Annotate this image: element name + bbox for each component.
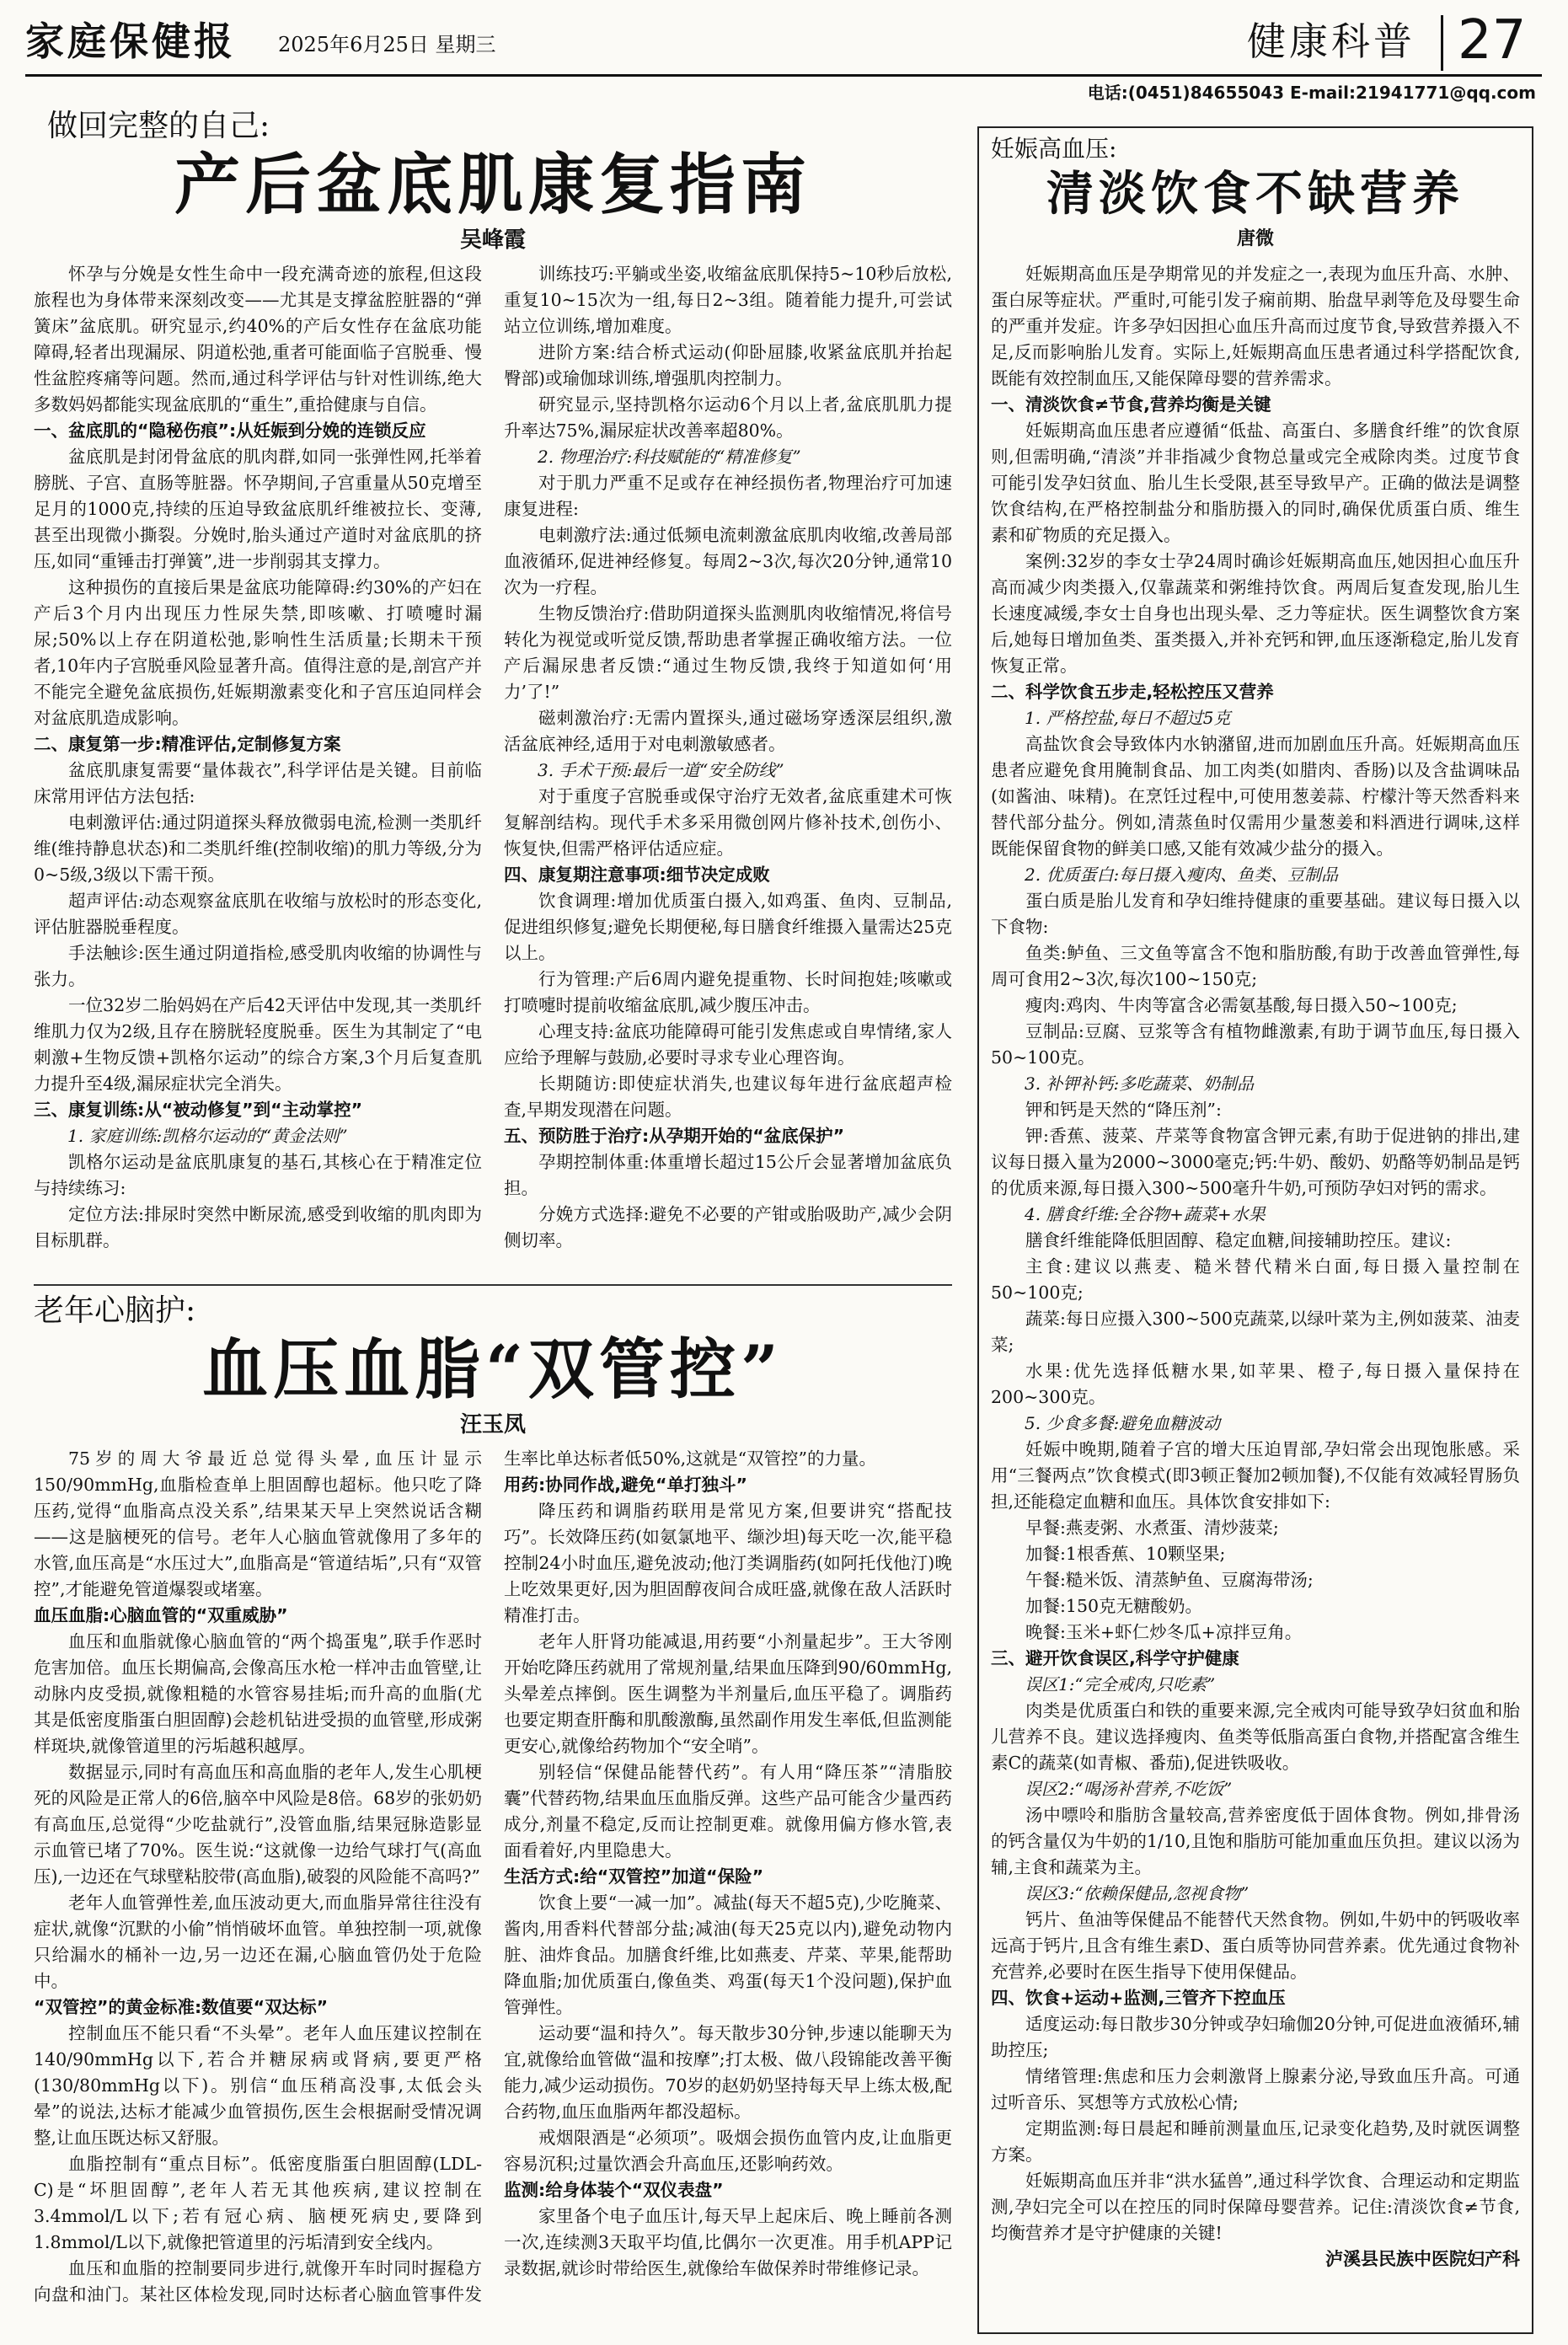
- article-author: 汪玉凤: [459, 1412, 526, 1438]
- section-heading: 四、康复期注意事项:细节决定成败: [504, 865, 770, 885]
- paragraph: 妊娠期高血压并非“洪水猛兽”,通过科学饮食、合理运动和定期监测,孕妇完全可以在控压的同时保障母婴营养。记住:清淡饮食≠节食,均衡营养才是守护健康的关键!: [991, 2171, 1520, 2243]
- paragraph: 蛋白质是胎儿发育和孕妇维持健康的重要基础。建议每日摄入以下食物:: [991, 891, 1520, 937]
- page-number: 27: [1458, 9, 1527, 72]
- article-pelvic-floor: [34, 108, 952, 1281]
- paragraph: 案例:32岁的李女士孕24周时确诊妊娠期高血压,她因担心血压升高而减少肉类摄入,仅靠蔬菜和粥维持饮食。两周后复查发现,胎儿生长速度减缓,李女士自身也出现头晕、乏力等症状。医生调整饮食方案后,她每日增加鱼类、蛋类摄入,并补充钙和钾,血压逐渐稳定,胎儿发育恢复正常。: [991, 551, 1520, 676]
- subsection-heading: 2. 优质蛋白:每日摄入瘦肉、鱼类、豆制品: [1025, 865, 1339, 885]
- paragraph: 瘦肉:鸡肉、牛肉等富含必需氨基酸,每日摄入50~100克;: [1025, 995, 1458, 1015]
- section-heading: 一、盆底肌的“隐秘伤痕”:从妊娠到分娩的连锁反应: [34, 420, 426, 441]
- paragraph: 分娩方式选择:避免不必要的产钳或胎吸助产,减少会阴侧切率。: [504, 1204, 952, 1250]
- paragraph: 蔬菜:每日应摄入300~500克蔬菜,以绿叶菜为主,例如菠菜、油麦菜;: [991, 1309, 1520, 1355]
- paragraph: 定位方法:排尿时突然中断尿流,感受到收缩的肌肉即为目标肌群。: [34, 1204, 482, 1250]
- paragraph: 定期监测:每日晨起和睡前测量血压,记录变化趋势,及时就医调整方案。: [991, 2118, 1520, 2165]
- paragraph: 研究显示,坚持凯格尔运动6个月以上者,盆底肌肌力提升率达75%,漏尿症状改善率超80%。: [504, 394, 952, 441]
- subsection-heading: 5. 少食多餐:避免血糖波动: [1025, 1413, 1221, 1433]
- subsection-heading: 2. 物理治疗:科技赋能的“精准修复”: [538, 447, 801, 467]
- paragraph: 汤中嘌呤和脂肪含量较高,营养密度低于固体食物。例如,排骨汤的钙含量仅为牛奶的1/10,且饱和脂肪可能加重血压负担。建议以汤为辅,主食和蔬菜为主。: [991, 1805, 1520, 1877]
- paragraph: 老年人肝肾功能减退,用药要“小剂量起步”。王大爷刚开始吃降压药就用了常规剂量,结果血压降到90/60mmHg,头晕差点摔倒。医生调整为半剂量后,血压平稳了。调脂药也要定期查肝酶和肌酸激酶,虽然副作用发生率低,但监测能更安心,就像给药物加个“安全哨”。: [504, 1631, 952, 1756]
- article-body: [34, 261, 952, 1264]
- article-body: [991, 261, 1520, 2273]
- paragraph: 家里备个电子血压计,每天早上起床后、晚上睡前各测一次,连续测3天取平均值,比偶尔一次更准。用手机APP记录数据,就诊时带给医生,就像给车做保养时带维修记录。: [504, 2206, 952, 2278]
- paragraph: 血压和血脂的控制要同步进行,就像开车时同时握稳方向盘和油门。某社区体检发现,同时达标者心脑血管事件发生率比单达标者低50%,这就是“双管控”的力量。: [34, 1448, 877, 2305]
- section-heading: “双管控”的黄金标准:数值要“双达标”: [34, 1997, 329, 2017]
- paragraph: 超声评估:动态观察盆底肌在收缩与放松时的形态变化,评估脏器脱垂程度。: [34, 891, 482, 937]
- paragraph: 妊娠中晚期,随着子宫的增大压迫胃部,孕妇常会出现饱胀感。采用“三餐两点”饮食模式(即3顿正餐加2顿加餐),不仅能有效减轻胃肠负担,还能稳定血糖和血压。具体饮食安排如下:: [991, 1439, 1520, 1512]
- paragraph: 数据显示,同时有高血压和高血脂的老年人,发生心肌梗死的风险是正常人的6倍,脑卒中风险是8倍。68岁的张奶奶有高血压,总觉得“少吃盐就行”,没管血脂,结果冠脉造影显示血管已堵了70%。医生说:“这就像一边给气球打气(高血压),一边还在气球壁粘胶带(高血脂),破裂的风险能不高吗?”: [34, 1762, 482, 1887]
- paragraph: 血脂控制有“重点目标”。低密度脂蛋白胆固醇(LDL-C)是“坏胆固醇”,老年人若无其他疾病,建议控制在3.4mmol/L以下;若有冠心病、脑梗死病史,要降到1.8mmol/L以下,就像把管道里的污垢清到安全线内。: [34, 2154, 482, 2252]
- article-kicker: 做回完整的自己:: [47, 109, 270, 143]
- paragraph: 手法触诊:医生通过阴道指检,感受肌肉收缩的协调性与张力。: [34, 943, 482, 989]
- subsection-heading: 3. 手术干预:最后一道“安全防线”: [538, 760, 784, 780]
- paragraph: 妊娠期高血压患者应遵循“低盐、高蛋白、多膳食纤维”的饮食原则,但需明确,“清淡”并非指减少食物总量或完全戒除肉类。过度节食可能引发孕妇贫血、胎儿生长受限,甚至导致早产。正确的做法是调整饮食结构,在严格控制盐分和脂肪摄入的同时,确保优质蛋白质、维生素和矿物质的充足摄入。: [991, 420, 1520, 545]
- section-heading: 用药:协同作战,避免“单打独斗”: [504, 1475, 747, 1495]
- article-source: 泸溪县民族中医院妇产科: [1325, 2249, 1520, 2269]
- issue-date: 2025年6月25日 星期三: [278, 33, 496, 56]
- paragraph: 训练技巧:平躺或坐姿,收缩盆底肌保持5~10秒后放松,重复10~15次为一组,每日2~3组。随着能力提升,可尝试站立位训练,增加难度。: [504, 264, 952, 336]
- contact-info: 电话:(0451)84655043 E-mail:21941771@qq.com: [1087, 83, 1536, 103]
- article-title: 血压血脂“双管控”: [202, 1331, 784, 1408]
- paragraph: 肉类是优质蛋白和铁的重要来源,完全戒肉可能导致孕妇贫血和胎儿营养不良。建议选择瘦肉、鱼类等低脂高蛋白食物,并搭配富含维生素C的蔬菜(如青椒、番茄),促进铁吸收。: [991, 1700, 1520, 1773]
- paragraph: 晚餐:玉米+虾仁炒冬瓜+凉拌豆角。: [1025, 1622, 1303, 1642]
- paragraph: 午餐:糙米饭、清蒸鲈鱼、豆腐海带汤;: [1025, 1570, 1314, 1590]
- section-heading: 三、康复训练:从“被动修复”到“主动掌控”: [34, 1100, 363, 1120]
- paragraph: 钾和钙是天然的“降压剂”:: [1025, 1100, 1222, 1120]
- article-title: 产后盆底肌康复指南: [174, 147, 811, 223]
- paragraph: 钾:香蕉、菠菜、芹菜等食物富含钾元素,有助于促进钠的排出,建议每日摄入量为2000~3000毫克;钙:牛奶、酸奶、奶酪等奶制品是钙的优质来源,每日摄入300~500毫升牛奶,可预防孕妇对钙的需求。: [991, 1126, 1520, 1198]
- paragraph: 长期随访:即使症状消失,也建议每年进行盆底超声检查,早期发现潜在问题。: [504, 1073, 952, 1120]
- section-heading: 四、饮食+运动+监测,三管齐下控血压: [991, 1988, 1286, 2008]
- subsection-heading: 误区3:“依赖保健品,忽视食物”: [1025, 1883, 1250, 1903]
- paragraph: 磁刺激治疗:无需内置探头,通过磁场穿透深层组织,激活盆底神经,适用于对电刺激敏感者。: [504, 708, 952, 754]
- section-heading: 监测:给身体装个“双仪表盘”: [504, 2180, 724, 2200]
- paragraph: 情绪管理:焦虑和压力会刺激肾上腺素分泌,导致血压升高。可通过听音乐、冥想等方式放松心情;: [991, 2066, 1520, 2112]
- paragraph: 妊娠期高血压是孕期常见的并发症之一,表现为血压升高、水肿、蛋白尿等症状。严重时,可能引发子痫前期、胎盘早剥等危及母婴生命的严重并发症。许多孕妇因担心血压升高而过度节食,导致营养摄入不足,反而影响胎儿发育。实际上,妊娠期高血压患者通过科学搭配饮食,既能有效控制血压,又能保障母婴的营养需求。: [991, 264, 1520, 388]
- paragraph: 生物反馈治疗:借助阴道探头监测肌肉收缩情况,将信号转化为视觉或听觉反馈,帮助患者掌握正确收缩方法。一位产后漏尿患者反馈:“通过生物反馈,我终于知道如何‘用力’了!”: [504, 603, 952, 702]
- left-column: [34, 108, 952, 2324]
- paragraph: 电刺激疗法:通过低频电流刺激盆底肌肉收缩,改善局部血液循环,促进神经修复。每周2~3次,每次20分钟,通常10次为一疗程。: [504, 525, 952, 597]
- paragraph: 运动要“温和持久”。每天散步30分钟,步速以能聊天为宜,就像给血管做“温和按摩”;打太极、做八段锦能改善平衡能力,减少运动损伤。70岁的赵奶奶坚持每天早上练太极,配合药物,血压血脂两年都没超标。: [504, 2023, 952, 2122]
- subsection-heading: 误区1:“完全戒肉,只吃素”: [1025, 1674, 1216, 1695]
- paragraph: 水果:优先选择低糖水果,如苹果、橙子,每日摄入量保持在200~300克。: [991, 1361, 1520, 1407]
- paragraph: 老年人血管弹性差,血压波动更大,而血脂异常往往没有症状,就像“沉默的小偷”悄悄破坏血管。单独控制一项,就像只给漏水的桶补一边,另一边还在漏,心脑血管仍处于危险中。: [34, 1893, 482, 1991]
- article-kicker: 妊娠高血压:: [991, 135, 1117, 163]
- article-blood-pressure-lipids: [34, 1293, 952, 2321]
- subsection-heading: 1. 家庭训练:凯格尔运动的“黄金法则”: [67, 1126, 348, 1146]
- paragraph: 豆制品:豆腐、豆浆等含有植物雌激素,有助于调节血压,每日摄入50~100克。: [991, 1021, 1520, 1068]
- paragraph: 行为管理:产后6周内避免提重物、长时间抱娃;咳嗽或打喷嚏时提前收缩盆底肌,减少腹压冲击。: [504, 969, 952, 1015]
- masthead-rule: [25, 74, 1542, 77]
- masthead-separator: [1441, 15, 1443, 71]
- section-heading: 二、康复第一步:精准评估,定制修复方案: [34, 734, 341, 754]
- paragraph: 孕期控制体重:体重增长超过15公斤会显著增加盆底负担。: [504, 1152, 952, 1198]
- paragraph: 戒烟限酒是“必须项”。吸烟会损伤血管内皮,让血脂更容易沉积;过量饮酒会升高血压,还影响药效。: [504, 2128, 952, 2174]
- article-author: 唐微: [1236, 228, 1274, 249]
- paragraph: 一位32岁二胎妈妈在产后42天评估中发现,其一类肌纤维肌力仅为2级,且存在膀胱轻度脱垂。医生为其制定了“电刺激+生物反馈+凯格尔运动”的综合方案,3个月后复查肌力提升至4级,漏尿症状完全消失。: [34, 995, 482, 1094]
- section-heading: 五、预防胜于治疗:从孕期开始的“盆底保护”: [504, 1126, 845, 1146]
- paragraph: 75岁的周大爷最近总觉得头晕,血压计显示150/90mmHg,血脂检查单上胆固醇也超标。他只吃了降压药,觉得“血脂高点没关系”,结果某天早上突然说话含糊——这是脑梗死的信号。老年人心脑血管就像用了多年的水管,血压高是“水压过大”,血脂高是“管道结垢”,只有“双管控”,才能避免管道爆裂或堵塞。: [34, 1448, 482, 1599]
- section-title: 健康科普: [1247, 19, 1415, 64]
- masthead: [25, 9, 1542, 74]
- paragraph: 控制血压不能只看“不头晕”。老年人血压建议控制在140/90mmHg以下,若合并糖尿病或肾病,要更严格(130/80mmHg以下)。别信“血压稍高没事,太低会头晕”的说法,达标才能减少血管损伤,医生会根据耐受情况调整,让血压既达标又舒服。: [34, 2023, 482, 2148]
- paragraph: 这种损伤的直接后果是盆底功能障碍:约30%的产妇在产后3个月内出现压力性尿失禁,即咳嗽、打喷嚏时漏尿;50%以上存在阴道松弛,影响性生活质量;长期未干预者,10年内子宫脱垂风险显著升高。值得注意的是,剖宫产并不能完全避免盆底损伤,妊娠期激素变化和子宫压迫同样会对盆底肌造成影响。: [34, 577, 482, 728]
- paragraph: 适度运动:每日散步30分钟或孕妇瑜伽20分钟,可促进血液循环,辅助控压;: [991, 2014, 1520, 2060]
- paragraph: 高盐饮食会导致体内水钠潴留,进而加剧血压升高。妊娠期高血压患者应避免食用腌制食品、加工肉类(如腊肉、香肠)以及含盐调味品(如酱油、味精)。在烹饪过程中,可使用葱姜蒜、柠檬汁等天然香料来替代部分盐分。例如,清蒸鱼时仅需用少量葱姜和料酒进行调味,这样既能保留食物的鲜美口感,又能有效减少盐分的摄入。: [991, 734, 1520, 859]
- paragraph: 早餐:燕麦粥、水煮蛋、清炒菠菜;: [1025, 1518, 1279, 1538]
- paragraph: 别轻信“保健品能替代药”。有人用“降压茶”“清脂胶囊”代替药物,结果血压血脂反弹。这些产品可能含少量西药成分,剂量不稳定,反而让控制更难。就像用偏方修水管,表面看着好,内里隐患大。: [504, 1762, 952, 1860]
- paragraph: 膳食纤维能降低胆固醇、稳定血糖,间接辅助控压。建议:: [1025, 1230, 1452, 1250]
- article-pregnancy-hypertension: [979, 128, 1532, 2327]
- article-body: [34, 1446, 952, 2314]
- article-kicker: 老年心脑护:: [34, 1293, 196, 1328]
- paragraph: 怀孕与分娩是女性生命中一段充满奇迹的旅程,但这段旅程也为身体带来深刻改变——尤其是支撑盆腔脏器的“弹簧床”盆底肌。研究显示,约40%的产后女性存在盆底功能障碍,轻者出现漏尿、阴道松弛,重者可能面临子宫脱垂、慢性盆腔疼痛等问题。然而,通过科学评估与针对性训练,绝大多数妈妈都能实现盆底肌的“重生”,重拾健康与自信。: [34, 264, 482, 415]
- paragraph: 对于重度子宫脱垂或保守治疗无效者,盆底重建术可恢复解剖结构。现代手术多采用微创网片修补技术,创伤小、恢复快,但需严格评估适应症。: [504, 786, 952, 859]
- paragraph: 钙片、鱼油等保健品不能替代天然食物。例如,牛奶中的钙吸收率远高于钙片,且含有维生素D、蛋白质等协同营养素。优先通过食物补充营养,必要时在医生指导下使用保健品。: [991, 1909, 1520, 1982]
- paragraph: 主食:建议以燕麦、糙米替代精米白面,每日摄入量控制在50~100克;: [991, 1256, 1520, 1303]
- paragraph: 进阶方案:结合桥式运动(仰卧屈膝,收紧盆底肌并抬起臀部)或瑜伽球训练,增强肌肉控制力。: [504, 342, 952, 388]
- paragraph: 心理支持:盆底功能障碍可能引发焦虑或自卑情绪,家人应给予理解与鼓励,必要时寻求专业心理咨询。: [504, 1021, 952, 1068]
- paragraph: 降压药和调脂药联用是常见方案,但要讲究“搭配技巧”。长效降压药(如氨氯地平、缬沙坦)每天吃一次,能平稳控制24小时血压,避免波动;他汀类调脂药(如阿托伐他汀)晚上吃效果更好,因为胆固醇夜间合成旺盛,就像在敌人活跃时精准打击。: [504, 1501, 952, 1625]
- section-heading: 三、避开饮食误区,科学守护健康: [991, 1648, 1239, 1668]
- paragraph: 加餐:150克无糖酸奶。: [1025, 1596, 1203, 1616]
- newspaper-name: 家庭保健报: [25, 19, 236, 64]
- article-author: 吴峰霞: [459, 228, 526, 253]
- paragraph: 血压和血脂就像心脑血管的“两个捣蛋鬼”,联手作恶时危害加倍。血压长期偏高,会像高压水枪一样冲击血管壁,让动脉内皮受损,就像粗糙的水管容易挂垢;而升高的血脂(尤其是低密度脂蛋白胆固醇)会趁机钻进受损的血管壁,形成粥样斑块,就像管道里的污垢越积越厚。: [34, 1631, 482, 1756]
- paragraph: 电刺激评估:通过阴道探头释放微弱电流,检测一类肌纤维(维持静息状态)和二类肌纤维(控制收缩)的肌力等级,分为0~5级,3级以下需干预。: [34, 812, 482, 885]
- subsection-heading: 误区2:“喝汤补营养,不吃饭”: [1025, 1779, 1233, 1799]
- right-column-box: [977, 126, 1533, 2334]
- paragraph: 加餐:1根香蕉、10颗坚果;: [1025, 1544, 1226, 1564]
- paragraph: 盆底肌康复需要“量体裁衣”,科学评估是关键。目前临床常用评估方法包括:: [34, 760, 482, 806]
- paragraph: 鱼类:鲈鱼、三文鱼等富含不饱和脂肪酸,有助于改善血管弹性,每周可食用2~3次,每次100~150克;: [991, 943, 1520, 989]
- section-heading: 一、清淡饮食≠节食,营养均衡是关键: [991, 394, 1271, 415]
- section-heading: 生活方式:给“双管控”加道“保险”: [504, 1866, 764, 1887]
- subsection-heading: 1. 严格控盐,每日不超过5克: [1025, 708, 1231, 728]
- paragraph: 对于肌力严重不足或存在神经损伤者,物理治疗可加速康复进程:: [504, 473, 952, 519]
- paragraph: 凯格尔运动是盆底肌康复的基石,其核心在于精准定位与持续练习:: [34, 1152, 482, 1198]
- subsection-heading: 4. 膳食纤维:全谷物+蔬菜+水果: [1025, 1204, 1266, 1224]
- paragraph: 饮食上要“一减一加”。减盐(每天不超5克),少吃腌菜、酱肉,用香料代替部分盐;减油(每天25克以内),避免动物内脏、油炸食品。加膳食纤维,比如燕麦、芹菜、苹果,能帮助降血脂;加优质蛋白,像鱼类、鸡蛋(每天1个没问题),保护血管弹性。: [504, 1893, 952, 2017]
- section-heading: 血压血脂:心脑血管的“双重威胁”: [34, 1605, 288, 1625]
- article-title: 清淡饮食不缺营养: [1046, 166, 1464, 222]
- paragraph: 饮食调理:增加优质蛋白摄入,如鸡蛋、鱼肉、豆制品,促进组织修复;避免长期便秘,每日膳食纤维摄入量需达25克以上。: [504, 891, 952, 963]
- section-heading: 二、科学饮食五步走,轻松控压又营养: [991, 682, 1274, 702]
- subsection-heading: 3. 补钾补钙:多吃蔬菜、奶制品: [1025, 1073, 1255, 1094]
- paragraph: 盆底肌是封闭骨盆底的肌肉群,如同一张弹性网,托举着膀胱、子宫、直肠等脏器。怀孕期间,子宫重量从50克增至足月的1000克,持续的压迫导致盆底肌纤维被拉长、变薄,甚至出现微小撕裂。分娩时,胎头通过产道时对盆底肌的挤压,如同“重锤击打弹簧”,进一步削弱其支撑力。: [34, 447, 482, 571]
- article-divider: [34, 1284, 952, 1286]
